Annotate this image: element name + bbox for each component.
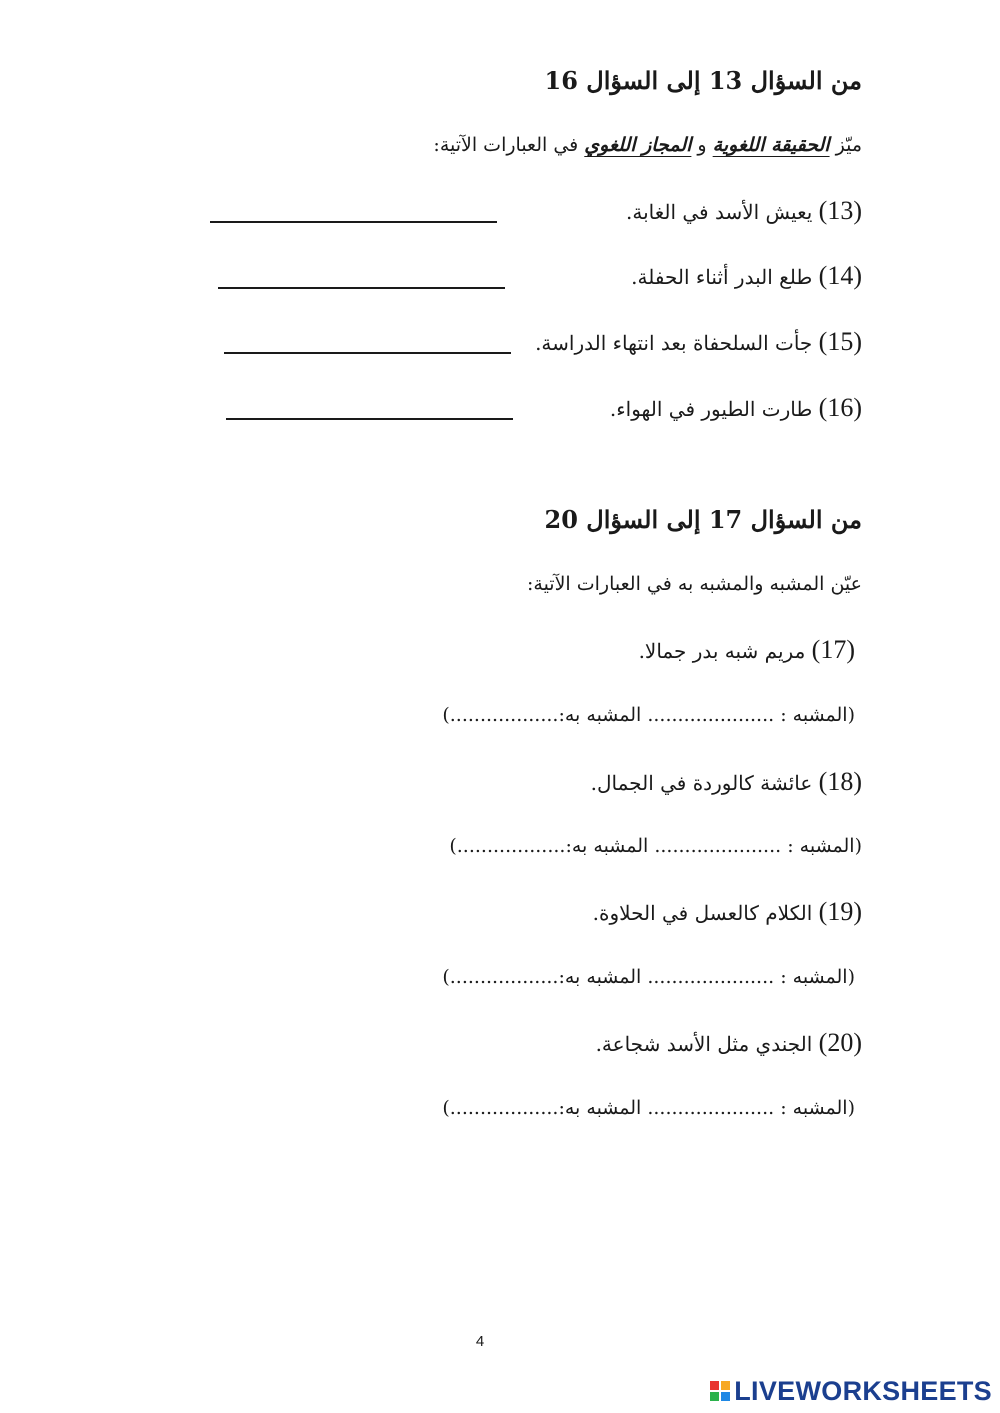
logo-mark-icon — [710, 1381, 730, 1401]
question-number: (16) — [818, 393, 862, 422]
question-number: (17) — [811, 635, 855, 664]
question-number: (15) — [818, 327, 862, 356]
logo-text: LIVEWORKSHEETS — [734, 1375, 992, 1406]
instruction-suffix: في العبارات الآتية: — [433, 134, 585, 156]
answer-line-14[interactable] — [218, 287, 505, 289]
question-13 — [626, 196, 862, 226]
question-text: طارت الطيور في الهواء. — [609, 397, 813, 421]
answer-fill-17[interactable]: (المشبه : ..................... المشبه به:..................) — [442, 704, 855, 726]
question-14 — [631, 261, 862, 291]
section-2-heading: من السؤال 17 إلى السؤال 20 — [544, 505, 862, 534]
section-1-heading: من السؤال 13 إلى السؤال 16 — [544, 66, 862, 95]
question-number: (14) — [818, 261, 862, 290]
question-20 — [596, 1028, 862, 1058]
question-text: يعيش الأسد في الغابة. — [625, 200, 813, 224]
answer-fill-19[interactable]: (المشبه : ..................... المشبه به:..................) — [442, 966, 855, 988]
question-text: مريم شبه بدر جمالا. — [638, 639, 806, 663]
question-16 — [610, 393, 862, 423]
answer-line-13[interactable] — [210, 221, 497, 223]
logo-square-green — [710, 1392, 719, 1401]
answer-fill-20[interactable]: (المشبه : ..................... المشبه به:..................) — [442, 1097, 855, 1119]
logo-square-red — [710, 1381, 719, 1390]
question-text: الكلام كالعسل في الحلاوة. — [592, 901, 813, 925]
question-text: عائشة كالوردة في الجمال. — [590, 771, 813, 795]
term-literal: الحقيقة اللغوية — [712, 134, 830, 156]
question-number: (13) — [818, 196, 862, 225]
logo-square-orange — [721, 1381, 730, 1390]
answer-line-16[interactable] — [226, 418, 513, 420]
question-19 — [593, 897, 862, 927]
instruction-joiner: و — [691, 134, 713, 156]
page-number: 4 — [475, 1333, 485, 1350]
answer-fill-18[interactable]: (المشبه : ..................... المشبه به:..................) — [449, 835, 862, 857]
question-18 — [591, 767, 862, 797]
logo-square-blue — [721, 1392, 730, 1401]
question-number: (19) — [818, 897, 862, 926]
section-2-instruction: عيّن المشبه والمشبه به في العبارات الآتية: — [526, 573, 862, 595]
question-text: الجندي مثل الأسد شجاعة. — [595, 1032, 813, 1056]
instruction-prefix: ميّز — [829, 134, 862, 156]
question-text: طلع البدر أثناء الحفلة. — [631, 265, 813, 289]
section-1-instruction — [433, 134, 862, 156]
liveworksheets-logo[interactable] — [710, 1377, 992, 1405]
question-number: (18) — [818, 767, 862, 796]
question-15 — [535, 327, 862, 357]
term-figurative: المجاز اللغوي — [584, 134, 692, 156]
question-text: جأت السلحفاة بعد انتهاء الدراسة. — [535, 331, 813, 355]
question-number: (20) — [818, 1028, 862, 1057]
question-17 — [639, 635, 855, 665]
answer-line-15[interactable] — [224, 352, 511, 354]
